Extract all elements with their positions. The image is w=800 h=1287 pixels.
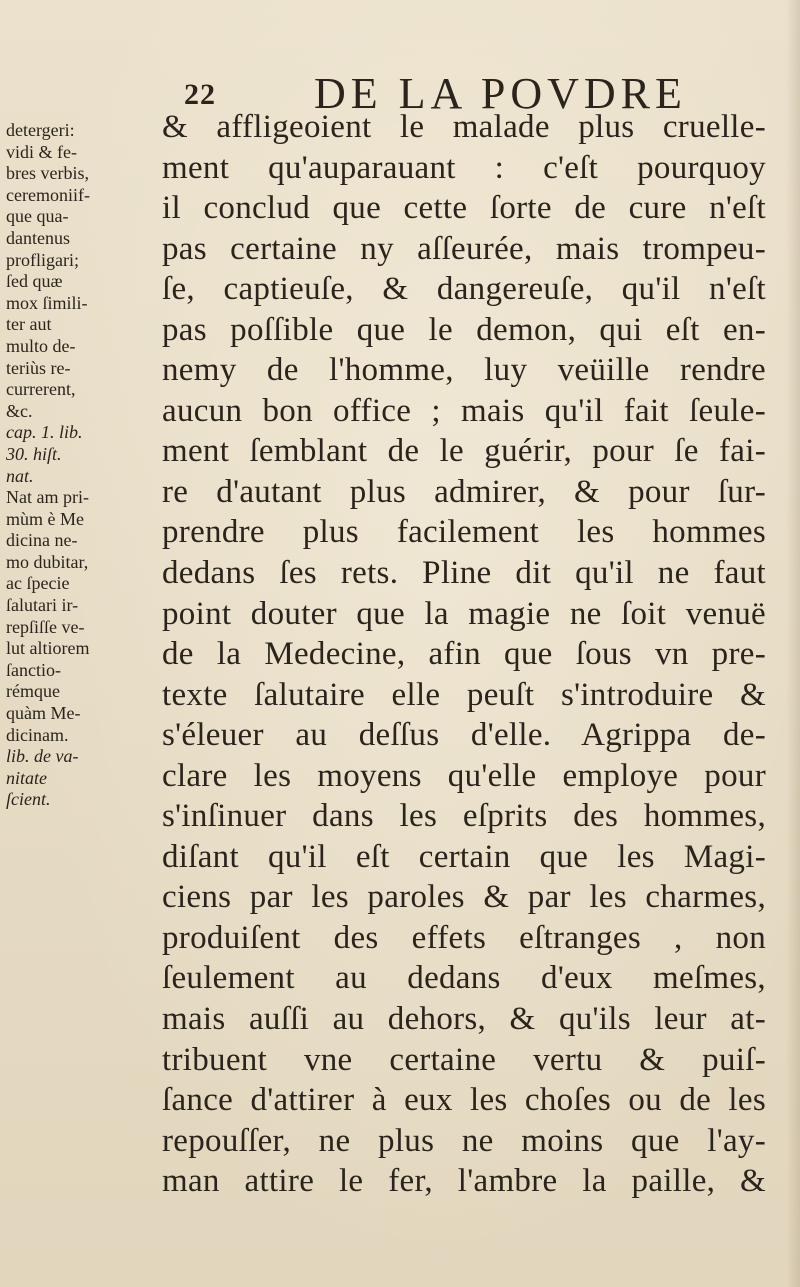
margin-note-line: &c.: [6, 400, 33, 421]
text-line: ciens par les paroles & par les charmes,: [162, 879, 766, 916]
margin-note-line: bres verbis,: [6, 163, 89, 184]
text-line: dedans ſes rets. Pline dit qu'il ne faut: [162, 555, 766, 592]
body-text: [162, 107, 790, 1202]
text-line: produiſent des effets eſtranges , non: [162, 919, 766, 956]
running-title: DE LA POVDRE: [314, 69, 687, 118]
margin-note-line: quàm Me-: [6, 703, 81, 724]
text-line: prendre plus facilement les hommes: [162, 514, 766, 551]
margin-note-line: ceremoniif-: [6, 184, 90, 205]
text-line: pas certaine ny aſſeurée, mais trompeu-: [162, 230, 766, 267]
margin-note-line: ac ſpecie: [6, 573, 70, 594]
margin-note-line: repſiſſe ve-: [6, 616, 85, 637]
margin-note-line: 30. hiſt.: [6, 443, 62, 464]
text-line: man attire le fer, l'ambre la paille, &: [162, 1163, 766, 1200]
margin-note-line: currerent,: [6, 379, 76, 400]
text-line: ment ſemblant de le guérir, pour ſe fai-: [162, 433, 766, 470]
margin-note-line: rémque: [6, 681, 60, 702]
text-line: s'éleuer au deſſus d'elle. Agrippa de-: [162, 717, 766, 754]
marginal-notes: [6, 120, 156, 811]
text-line: diſant qu'il eſt certain que les Magi-: [162, 838, 766, 875]
text-line: ment qu'auparauant : c'eſt pourquoy: [162, 149, 766, 186]
margin-note-line: cap. 1. lib.: [6, 422, 83, 443]
margin-note-line: ter aut: [6, 314, 52, 335]
margin-note-line: Nat am pri-: [6, 487, 89, 508]
text-line: s'inſinuer dans les eſprits des hommes,: [162, 798, 766, 835]
margin-note-line: nat.: [6, 465, 34, 486]
margin-note-line: lib. de va-: [6, 746, 79, 767]
text-line: de la Medecine, afin que ſous vn pre-: [162, 636, 766, 673]
page-number: 22: [184, 78, 216, 111]
text-line: texte ſalutaire elle peuſt s'introduire &: [162, 676, 766, 713]
text-line: re d'autant plus admirer, & pour ſur-: [162, 473, 766, 510]
text-line: & affligeoient le malade plus cruelle-: [162, 109, 766, 145]
margin-note-line: ſed quæ: [6, 271, 63, 292]
text-line: mais auſſi au dehors, & qu'ils leur at-: [162, 1001, 766, 1038]
margin-note-line: vidi & fe-: [6, 141, 77, 162]
margin-note-line: dicinam.: [6, 724, 69, 745]
margin-note-line: lut altiorem: [6, 638, 90, 659]
text-line: ſe, captieuſe, & dangereuſe, qu'il n'eſt: [162, 271, 766, 308]
margin-note-line: teriùs re-: [6, 357, 71, 378]
margin-note-line: ſalutari ir-: [6, 595, 79, 616]
margin-note-line: dantenus: [6, 227, 70, 248]
text-line: aucun bon office ; mais qu'il fait ſeule-: [162, 392, 766, 429]
text-line: nemy de l'homme, luy veüille rendre: [162, 352, 766, 389]
margin-note-line: profligari;: [6, 249, 79, 270]
text-line: pas poſſible que le demon, qui eſt en-: [162, 311, 766, 348]
margin-note-line: dicina ne-: [6, 530, 78, 551]
margin-note-line: ſanctio-: [6, 659, 61, 680]
text-line: ſeulement au dedans d'eux meſmes,: [162, 960, 766, 997]
text-line: il conclud que cette ſorte de cure n'eſt: [162, 190, 766, 227]
text-line: point douter que la magie ne ſoit venuë: [162, 595, 766, 632]
margin-note-line: detergeri:: [6, 120, 75, 140]
margin-note-line: mùm è Me: [6, 508, 84, 529]
margin-note-line: nitate: [6, 767, 47, 788]
text-line: ſance d'attirer à eux les choſes ou de les: [162, 1082, 766, 1119]
text-line: clare les moyens qu'elle employe pour: [162, 757, 766, 794]
margin-note-line: multo de-: [6, 335, 76, 356]
margin-note-line: mox ſimili-: [6, 292, 88, 313]
margin-note-line: que qua-: [6, 206, 69, 227]
text-line: repouſſer, ne plus ne moins que l'ay-: [162, 1122, 766, 1159]
margin-note-line: mo dubitar,: [6, 551, 89, 572]
text-line: tribuent vne certaine vertu & puiſ-: [162, 1041, 766, 1078]
margin-note-line: ſcient.: [6, 789, 51, 810]
